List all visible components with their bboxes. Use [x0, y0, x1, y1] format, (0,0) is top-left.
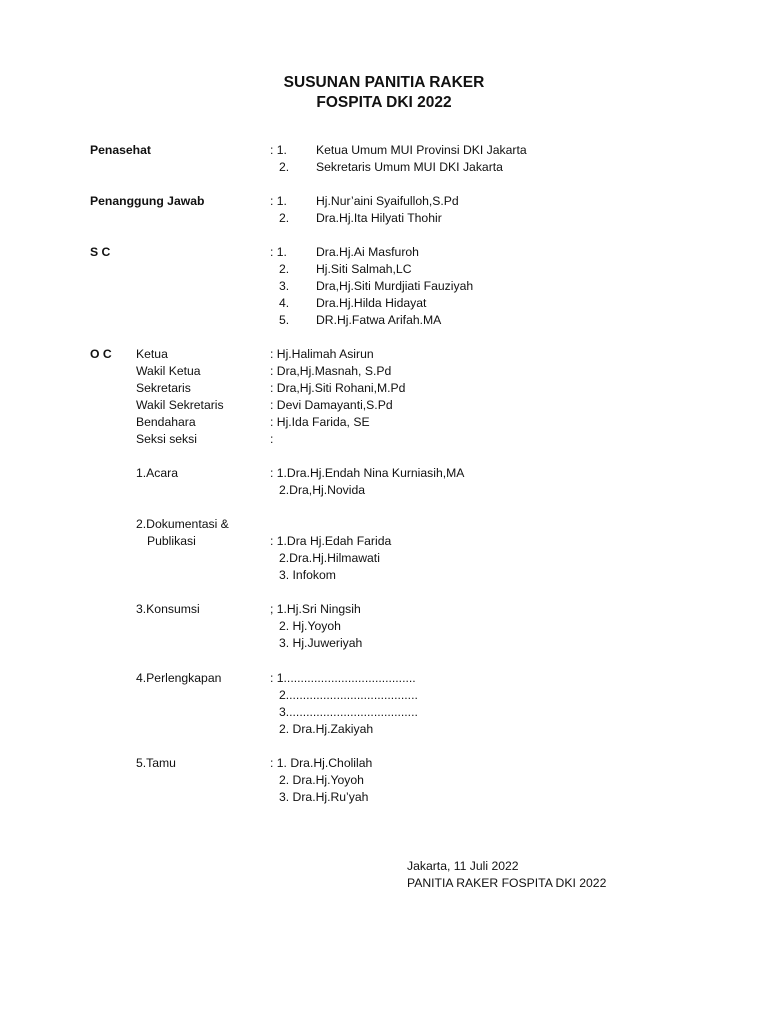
seksi-perlengkapan-line-4: 2. Dra.Hj.Zakiyah [279, 722, 374, 736]
oc-value-wakil-ketua: : Dra,Hj.Masnah, S.Pd [270, 364, 392, 378]
seksi-perlengkapan-line-2: 2....................................... [279, 688, 418, 702]
seksi-perlengkapan-line-1: : 1....................................... [270, 671, 416, 685]
seksi-konsumsi-line-2: 2. Hj.Yoyoh [279, 619, 341, 633]
sc-num-3: 3. [279, 279, 290, 293]
sc-name-3: Dra,Hj.Siti Murdjiati Fauziyah [316, 279, 474, 293]
penasehat-name-1: Ketua Umum MUI Provinsi DKI Jakarta [316, 143, 527, 157]
sc-name-1: Dra.Hj.Ai Masfuroh [316, 245, 419, 259]
seksi-perlengkapan-line-3: 3....................................... [279, 705, 418, 719]
signature-place-date: Jakarta, 11 Juli 2022 [407, 859, 519, 873]
seksi-dokumentasi-line-2: 2.Dra.Hj.Hilmawati [279, 551, 380, 565]
penasehat-label: Penasehat [90, 143, 151, 157]
seksi-acara-line-1: : 1.Dra.Hj.Endah Nina Kurniasih,MA [270, 466, 465, 480]
seksi-tamu-line-2: 2. Dra.Hj.Yoyoh [279, 773, 364, 787]
sc-num-4: 4. [279, 296, 290, 310]
seksi-tamu-label: 5.Tamu [136, 756, 176, 770]
oc-role-wakil-ketua: Wakil Ketua [136, 364, 201, 378]
oc-label: O C [90, 347, 112, 361]
oc-role-seksi: Seksi seksi [136, 432, 197, 446]
seksi-perlengkapan-label: 4.Perlengkapan [136, 671, 222, 685]
seksi-konsumsi-line-3: 3. Hj.Juweriyah [279, 636, 363, 650]
sc-name-4: Dra.Hj.Hilda Hidayat [316, 296, 427, 310]
seksi-tamu-line-3: 3. Dra.Hj.Ru’yah [279, 790, 369, 804]
seksi-dokumentasi-label-1: 2.Dokumentasi & [136, 517, 229, 531]
sc-num-2: 2. [279, 262, 290, 276]
penasehat-num-1: : 1. [270, 143, 287, 157]
penasehat-num-2: 2. [279, 160, 290, 174]
penanggung-jawab-num-1: : 1. [270, 194, 287, 208]
penanggung-jawab-name-2: Dra.Hj.Ita Hilyati Thohir [316, 211, 442, 225]
oc-value-ketua: : Hj.Halimah Asirun [270, 347, 374, 361]
signature-organization: PANITIA RAKER FOSPITA DKI 2022 [407, 876, 607, 890]
sc-num-1: : 1. [270, 245, 287, 259]
document-title-line-1: SUSUNAN PANITIA RAKER [283, 74, 485, 91]
seksi-acara-label: 1.Acara [136, 466, 179, 480]
seksi-dokumentasi-line-3: 3. Infokom [279, 568, 336, 582]
seksi-dokumentasi-line-1: : 1.Dra Hj.Edah Farida [270, 534, 392, 548]
oc-role-ketua: Ketua [136, 347, 168, 361]
oc-value-seksi: : [270, 432, 274, 446]
sc-name-2: Hj.Siti Salmah,LC [316, 262, 412, 276]
oc-role-wakil-sekretaris: Wakil Sekretaris [136, 398, 224, 412]
seksi-konsumsi-label: 3.Konsumsi [136, 602, 200, 616]
sc-num-5: 5. [279, 313, 290, 327]
penasehat-name-2: Sekretaris Umum MUI DKI Jakarta [316, 160, 503, 174]
oc-value-wakil-sekretaris: : Devi Damayanti,S.Pd [270, 398, 393, 412]
document-title-line-2: FOSPITA DKI 2022 [316, 94, 452, 111]
seksi-tamu-line-1: : 1. Dra.Hj.Cholilah [270, 756, 373, 770]
oc-value-sekretaris: : Dra,Hj.Siti Rohani,M.Pd [270, 381, 406, 395]
oc-role-bendahara: Bendahara [136, 415, 196, 429]
penanggung-jawab-label: Penanggung Jawab [90, 194, 205, 208]
seksi-dokumentasi-label-2: Publikasi [147, 534, 196, 548]
sc-name-5: DR.Hj.Fatwa Arifah.MA [316, 313, 442, 327]
sc-label: S C [90, 245, 111, 259]
seksi-konsumsi-line-1: ; 1.Hj.Sri Ningsih [270, 602, 361, 616]
oc-role-sekretaris: Sekretaris [136, 381, 191, 395]
oc-value-bendahara: : Hj.Ida Farida, SE [270, 415, 370, 429]
penanggung-jawab-num-2: 2. [279, 211, 290, 225]
penanggung-jawab-name-1: Hj.Nur’aini Syaifulloh,S.Pd [316, 194, 459, 208]
seksi-acara-line-2: 2.Dra,Hj.Novida [279, 483, 366, 497]
